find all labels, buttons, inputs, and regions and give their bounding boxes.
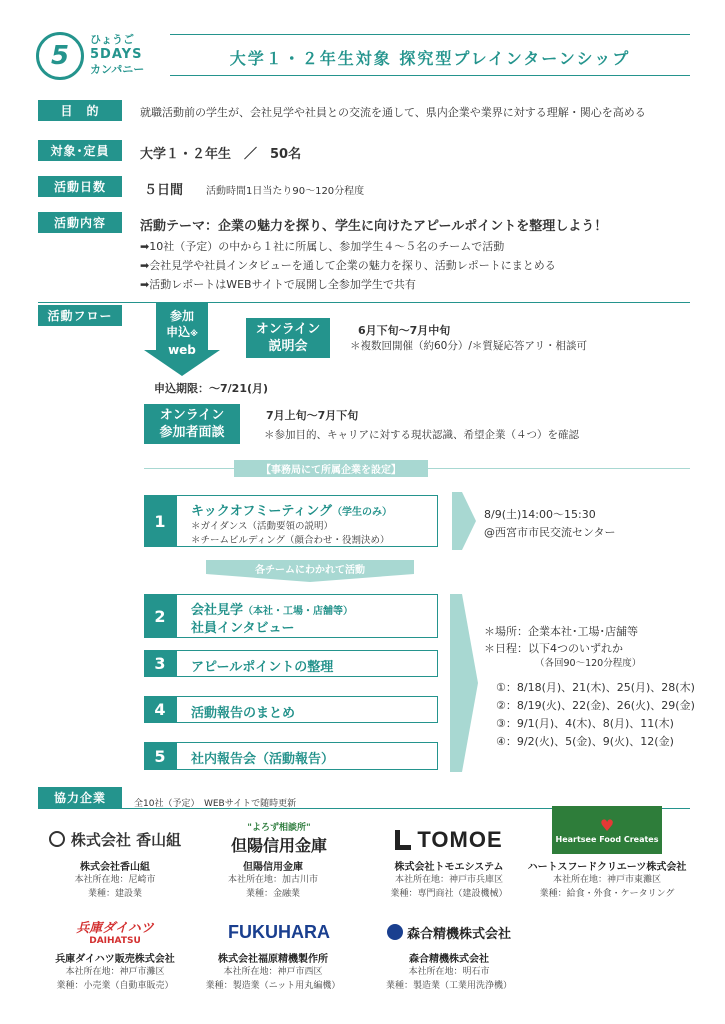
company-industry: 業種：小売業（自動車販売） xyxy=(56,981,174,991)
online-info-l2: 説明会 xyxy=(268,339,308,354)
flow-label: 活動フロー xyxy=(38,305,122,326)
moriai-logo-mark xyxy=(387,924,403,940)
heartsee-logo-text: Heartsee Food Creates xyxy=(555,835,659,844)
step3-num: 3 xyxy=(144,650,176,677)
step4-num: 4 xyxy=(144,696,176,723)
purpose-label: 目 的 xyxy=(38,100,122,121)
moriai-logo-text: 森合精機株式会社 xyxy=(406,926,511,942)
deadline: 申込期限：～7/21(月) xyxy=(154,382,269,395)
step1-num: 1 xyxy=(144,495,176,547)
company-hq: 本社所在地：神戸市東灘区 xyxy=(552,875,661,885)
step5-num: 5 xyxy=(144,742,176,770)
company-industry: 業種：専門商社（建設機械） xyxy=(390,889,508,899)
step4-box xyxy=(176,696,438,723)
company-name: 兵庫ダイハツ販売株式会社 xyxy=(55,954,175,965)
step1-box xyxy=(176,495,438,547)
info-note: ＊複数回開催（約60分）/＊質疑応答アリ・相談可 xyxy=(350,340,587,352)
kouyama-logo-text: 株式会社 香山組 xyxy=(70,830,182,849)
days-main: ５日間 xyxy=(144,183,184,198)
interview-note: ＊参加目的、キャリアに対する現状認識、希望企業（４つ）を確認 xyxy=(264,429,579,441)
brand-line1: ひょうご xyxy=(90,33,134,46)
header-rule-bottom xyxy=(170,75,690,76)
step5-box xyxy=(176,742,438,770)
step3-title: アピールポイントの整理 xyxy=(191,660,334,675)
tanyo-logo xyxy=(204,820,354,856)
content-bullet-1: ➡10社（予定）の中から１社に所属し、参加学生４～５名のチームで活動 xyxy=(140,240,505,253)
header-rule-top xyxy=(170,34,690,35)
moriai-logo xyxy=(384,920,514,944)
fukuhara-logo xyxy=(204,920,354,944)
company-name: 株式会社福原精機製作所 xyxy=(218,954,328,965)
step2-num: 2 xyxy=(144,594,176,638)
steps-chevron xyxy=(450,594,478,772)
step2-title2: 社員インタビュー xyxy=(191,621,295,636)
content-bullet-3: ➡活動レポートはWEBサイトで展開し全参加学生で共有 xyxy=(140,278,416,291)
daihatsu-logo-text: 兵庫ダイハツ xyxy=(76,920,154,936)
company-name: 株式会社トモエシステム xyxy=(394,862,504,873)
step1-note-1: ＊ガイダンス（活動要領の説明） xyxy=(191,521,334,532)
kouyama-logo xyxy=(40,826,190,852)
interview-l2: 参加者面談 xyxy=(159,425,225,440)
interview-chip xyxy=(144,404,240,444)
company-industry: 業種：給食・外食・ケータリング xyxy=(539,889,675,899)
online-info-chip xyxy=(246,318,330,358)
partners-label: 協力企業 xyxy=(38,787,122,808)
schedule: ＊日程：以下4つのいずれか xyxy=(484,642,623,655)
step2-title-row xyxy=(191,599,353,618)
brand-line2: 5DAYS xyxy=(90,47,143,62)
content-label: 活動内容 xyxy=(38,212,122,233)
tomoe-logo xyxy=(384,826,514,854)
page-title: 大学１・２年生対象 探究型プレインターンシップ xyxy=(229,49,631,68)
company-name: 森合精機株式会社 xyxy=(409,954,489,965)
company-heartsee xyxy=(522,858,692,901)
team-banner: 各チームにわかれて活動 xyxy=(255,565,365,576)
option-1: ①：8/18(月)、21(木)、25(月)、28(木) xyxy=(496,681,695,694)
company-tomoe xyxy=(364,858,534,901)
target-text: 大学１・２年生 ／ 50名 xyxy=(140,147,302,162)
company-kouyama xyxy=(30,858,200,901)
purpose-text: 就職活動前の学生が、会社見学や社員との交流を通して、県内企業や業界に対する理解・関心を高める xyxy=(140,106,646,119)
five-icon: 5 xyxy=(50,41,70,71)
company-name: 株式会社香山組 xyxy=(80,862,150,873)
tomoe-logo-mark xyxy=(395,830,411,850)
days-label: 活動日数 xyxy=(38,176,122,197)
company-hq: 本社所在地：明石市 xyxy=(408,967,490,977)
company-daihatsu xyxy=(30,950,200,993)
company-hq: 本社所在地：加古川市 xyxy=(227,875,318,885)
interview-l1: オンライン xyxy=(159,408,225,423)
place: ＊場所：企業本社･工場･店舗等 xyxy=(484,625,638,638)
apply-mark: ※ xyxy=(190,329,198,338)
company-industry: 業種：金融業 xyxy=(245,889,300,899)
apply-line1: 参加 xyxy=(169,309,194,323)
company-fukuhara xyxy=(188,950,358,993)
apply-line3: web xyxy=(168,343,196,357)
option-4: ④：9/2(火)、5(金)、9(火)、12(金) xyxy=(496,735,674,748)
apply-text xyxy=(144,308,220,358)
company-industry: 業種：建設業 xyxy=(87,889,142,899)
brand-text xyxy=(90,32,144,77)
target-label: 対象･定員 xyxy=(38,140,122,161)
company-industry: 業種：製造業（ニット用丸編機） xyxy=(205,981,341,991)
flow-rule xyxy=(38,302,690,303)
info-period: 6月下旬～7月中旬 xyxy=(358,324,451,337)
step1-note-2: ＊チームビルディング（顔合わせ・役割決め） xyxy=(191,535,390,546)
schedule-note: （各回90～120分程度） xyxy=(535,658,642,669)
step1-chevron xyxy=(452,492,476,550)
company-hq: 本社所在地：尼崎市 xyxy=(74,875,156,885)
tomoe-logo-text: TOMOE xyxy=(417,827,503,852)
step3-box xyxy=(176,650,438,677)
company-hq: 本社所在地：神戸市灘区 xyxy=(65,967,165,977)
step1-title-row xyxy=(191,500,392,519)
company-hq: 本社所在地：神戸市兵庫区 xyxy=(394,875,503,885)
step4-title: 活動報告のまとめ xyxy=(191,706,296,721)
step1-where: @西宮市市民交流センター xyxy=(484,526,616,539)
company-industry: 業種：製造業（工業用洗浄機） xyxy=(385,981,512,991)
option-2: ②：8/19(火)、22(金)、26(火)、29(金) xyxy=(496,699,695,712)
company-tanyo xyxy=(188,858,358,901)
company-name: 但陽信用金庫 xyxy=(243,862,303,873)
option-3: ③：9/1(月)、4(木)、8(月)、11(木) xyxy=(496,717,674,730)
content-bullet-2: ➡会社見学や社員インタビューを通して企業の魅力を探り、活動レポートにまとめる xyxy=(140,259,556,272)
step2-title-sub: （本社・工場・店舗等） xyxy=(243,606,354,617)
daihatsu-logo xyxy=(40,916,190,946)
assign-banner-text: 【事務局にて所属企業を設定】 xyxy=(261,465,401,476)
apply-line2: 申込 xyxy=(166,325,191,339)
heart-icon: ♥ xyxy=(599,816,615,835)
content-theme: 活動テーマ：企業の魅力を探り、学生に向けたアピールポイントを整理しよう！ xyxy=(140,219,608,234)
fukuhara-logo-text: FUKUHARA xyxy=(228,921,330,942)
brand-line3: カンパニー xyxy=(90,63,145,76)
step5-title: 社内報告会（活動報告） xyxy=(191,752,335,767)
step2-title: 会社見学 xyxy=(191,603,244,618)
days-sub: 活動時間1日当たり90～120分程度 xyxy=(206,186,365,197)
company-moriai xyxy=(364,950,534,993)
company-name: ハートスフードクリエーツ株式会社 xyxy=(527,862,687,873)
assign-banner xyxy=(234,460,428,477)
step2-box xyxy=(176,594,438,638)
partners-note: 全10社（予定） WEBサイトで随時更新 xyxy=(134,799,297,809)
heartsee-logo xyxy=(552,806,662,854)
kouyama-logo-mark xyxy=(49,831,65,847)
online-info-l1: オンライン xyxy=(255,322,321,337)
tanyo-logo-text: 但陽信用金庫 xyxy=(230,836,327,855)
step1-title: キックオフミーティング xyxy=(191,504,333,519)
brand-logo xyxy=(36,32,84,80)
daihatsu-logo-small: DAIHATSU xyxy=(89,935,141,946)
step1-title-sub: （学生のみ） xyxy=(332,507,393,518)
company-hq: 本社所在地：神戸市西区 xyxy=(223,967,323,977)
interview-period: 7月上旬～7月下旬 xyxy=(266,409,359,422)
step1-when: 8/9(土)14:00～15:30 xyxy=(484,508,596,521)
tanyo-logo-small: "よろず相談所" xyxy=(247,823,311,833)
